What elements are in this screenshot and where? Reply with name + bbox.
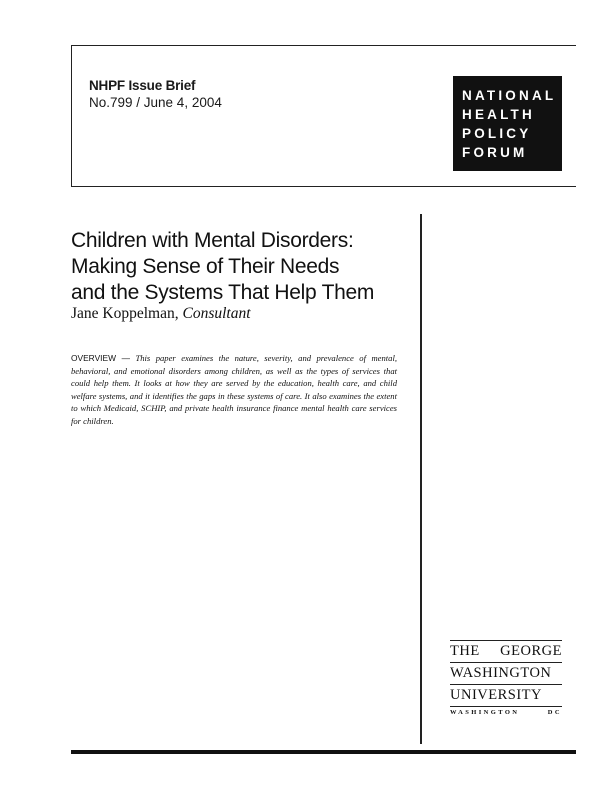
nhpf-logo (453, 76, 562, 171)
overview-paragraph (71, 352, 397, 427)
title-line: Children with Mental Disorders: (71, 229, 354, 252)
logo-line: NATIONAL (462, 87, 557, 103)
series-title: NHPF Issue Brief (89, 78, 196, 93)
author-line (71, 305, 251, 323)
gwu-logo (450, 640, 562, 718)
column-divider (420, 214, 422, 744)
logo-line: FORUM (462, 144, 528, 160)
gwu-line: WASHINGTON (450, 665, 552, 681)
logo-line: POLICY (462, 125, 532, 141)
overview-label: OVERVIEW — (71, 353, 130, 363)
gwu-line: THE GEORGE (450, 643, 562, 659)
gwu-location: WASHINGTON DC (450, 709, 562, 716)
title-line: Making Sense of Their Needs (71, 255, 340, 278)
overview-text: This paper examines the nature, severity, and prevalence of mental, behavioral, and emotional disorders among children, as well as the types of services that could help them. It looks at how they are served by the education, health care, and child welfare systems, and it identifies the gaps in these systems of care. It also examines the extent to which Medicaid, SCHIP, and private health insurance finance mental health care services for children. (71, 353, 397, 426)
author-name: Jane Koppelman, (71, 305, 179, 322)
issue-number-date: No.799 / June 4, 2004 (89, 95, 222, 110)
footer-rule (71, 750, 576, 754)
page-title (71, 228, 411, 306)
logo-line: HEALTH (462, 106, 535, 122)
title-line: and the Systems That Help Them (71, 281, 375, 304)
author-role: Consultant (182, 305, 251, 322)
gwu-line: UNIVERSITY (450, 687, 542, 703)
